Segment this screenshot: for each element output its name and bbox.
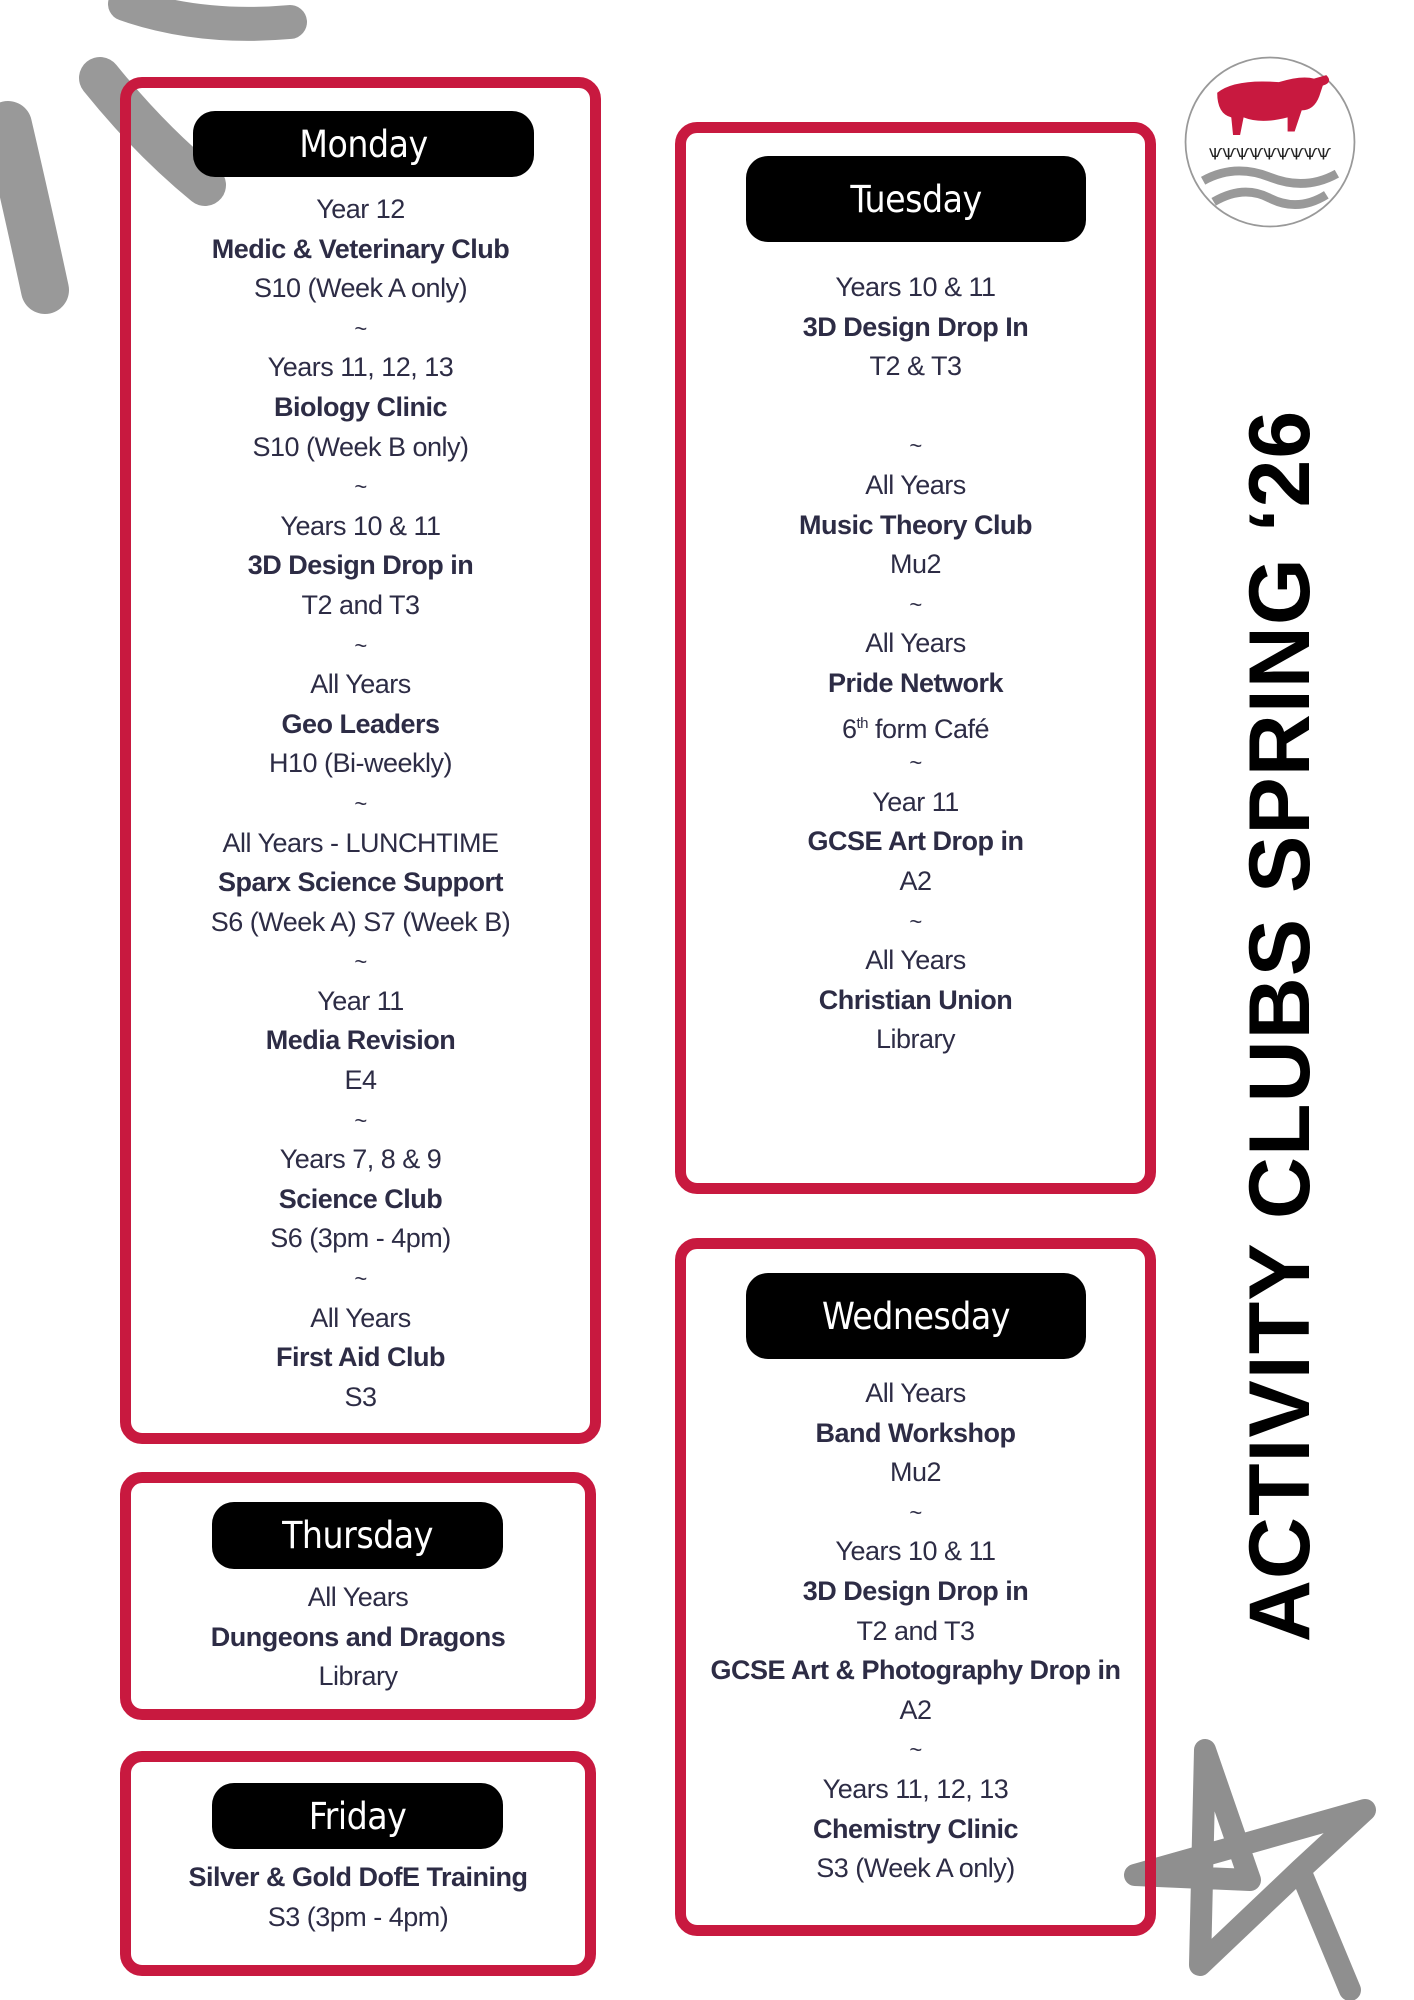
club-detail: All Years	[865, 469, 966, 500]
club-detail: S6 (3pm - 4pm)	[270, 1223, 451, 1254]
separator: ~	[354, 790, 367, 816]
club-detail: All Years - LUNCHTIME	[222, 827, 499, 858]
friday-club-list	[120, 1858, 596, 1937]
club-detail: All Years	[865, 1378, 966, 1408]
club-detail: Years 10 & 11	[835, 272, 996, 302]
club-detail: S10 (Week B only)	[252, 431, 469, 462]
club-name: 3D Design Drop in	[802, 1575, 1029, 1606]
club-name: Christian Union	[818, 984, 1013, 1015]
monday-club-list	[120, 190, 601, 1417]
club-detail: All Years	[310, 669, 411, 700]
club-detail: 6th form Café	[841, 713, 990, 744]
thursday-heading: Thursday	[212, 1502, 503, 1569]
club-name: 3D Design Drop In	[802, 311, 1029, 342]
club-detail: Year 12	[316, 194, 405, 224]
club-name: Sparx Science Support	[217, 867, 504, 898]
tuesday-heading: Tuesday	[746, 156, 1086, 242]
friday-heading: Friday	[212, 1783, 503, 1849]
tuesday-club-list	[675, 268, 1156, 1060]
club-detail: A2	[899, 1694, 932, 1725]
club-name: 3D Design Drop in	[247, 550, 474, 581]
club-detail: S10 (Week A only)	[253, 273, 468, 304]
separator: ~	[354, 1107, 367, 1133]
separator: ~	[354, 632, 367, 658]
club-detail: T2 & T3	[869, 351, 962, 382]
club-detail: Mu2	[889, 1457, 942, 1488]
club-name: First Aid Club	[276, 1342, 445, 1373]
thursday-club-list	[120, 1578, 596, 1697]
club-detail: All Years	[865, 628, 966, 659]
club-name: GCSE Art & Photography Drop in	[710, 1655, 1121, 1686]
club-detail: Mu2	[889, 549, 942, 580]
club-detail: All Years	[307, 1582, 409, 1612]
club-detail: Year 11	[872, 786, 959, 817]
club-name: Music Theory Club	[798, 509, 1033, 540]
separator: ~	[909, 1499, 922, 1525]
club-detail: T2 and T3	[856, 1615, 975, 1646]
wednesday-club-list	[675, 1374, 1156, 1889]
club-detail: Years 10 & 11	[835, 1536, 996, 1567]
club-detail: T2 and T3	[301, 589, 420, 620]
club-name: Dungeons and Dragons	[210, 1621, 506, 1652]
club-detail: Library	[875, 1024, 956, 1055]
club-name: Chemistry Clinic	[812, 1813, 1019, 1844]
club-detail: Year 11	[317, 985, 404, 1016]
separator: ~	[909, 1737, 922, 1763]
club-name: Band Workshop	[815, 1417, 1016, 1448]
club-detail: All Years	[310, 1302, 411, 1333]
svg-text:ѰѰѰѰѰѰѰѰѰ: ѰѰѰѰѰѰѰѰѰ	[1208, 144, 1332, 164]
club-detail: H10 (Bi-weekly)	[268, 748, 453, 779]
monday-heading: Monday	[193, 111, 534, 177]
separator: ~	[354, 315, 367, 341]
club-detail: Years 11, 12, 13	[267, 352, 454, 383]
page-title: ACTIVITY CLUBS SPRING ‘26	[1232, 409, 1328, 1643]
club-detail: Years 7, 8 & 9	[279, 1144, 442, 1175]
club-name: Biology Clinic	[273, 391, 447, 422]
club-detail: Years 10 & 11	[280, 510, 441, 541]
club-name: Medic & Veterinary Club	[211, 233, 510, 264]
club-detail: Library	[318, 1661, 398, 1692]
club-name: Geo Leaders	[281, 708, 440, 739]
club-name: Media Revision	[265, 1025, 456, 1056]
wednesday-heading: Wednesday	[746, 1273, 1086, 1359]
club-name: Silver & Gold DofE Training	[188, 1862, 528, 1892]
separator: ~	[909, 750, 922, 776]
separator: ~	[909, 591, 922, 617]
club-detail: S3 (3pm - 4pm)	[267, 1901, 449, 1932]
separator: ~	[354, 949, 367, 975]
club-name: GCSE Art Drop in	[807, 826, 1024, 857]
club-detail: All Years	[865, 945, 966, 976]
club-name: Pride Network	[827, 667, 1004, 698]
brush-stroke-top	[125, 4, 290, 24]
club-detail: S3 (Week A only)	[816, 1853, 1015, 1884]
separator: ~	[354, 474, 367, 500]
separator: ~	[909, 433, 922, 459]
club-detail: S3	[344, 1381, 377, 1412]
club-detail: S6 (Week A) S7 (Week B)	[210, 906, 511, 937]
club-detail: E4	[344, 1065, 377, 1096]
club-detail: Years 11, 12, 13	[822, 1773, 1009, 1804]
separator: ~	[909, 908, 922, 934]
brush-stroke-left	[8, 125, 45, 290]
bull-crest-logo	[1182, 54, 1358, 230]
separator: ~	[354, 1266, 367, 1292]
club-name: Science Club	[278, 1183, 443, 1214]
club-detail: A2	[899, 865, 932, 896]
star-icon	[1135, 1750, 1365, 1990]
